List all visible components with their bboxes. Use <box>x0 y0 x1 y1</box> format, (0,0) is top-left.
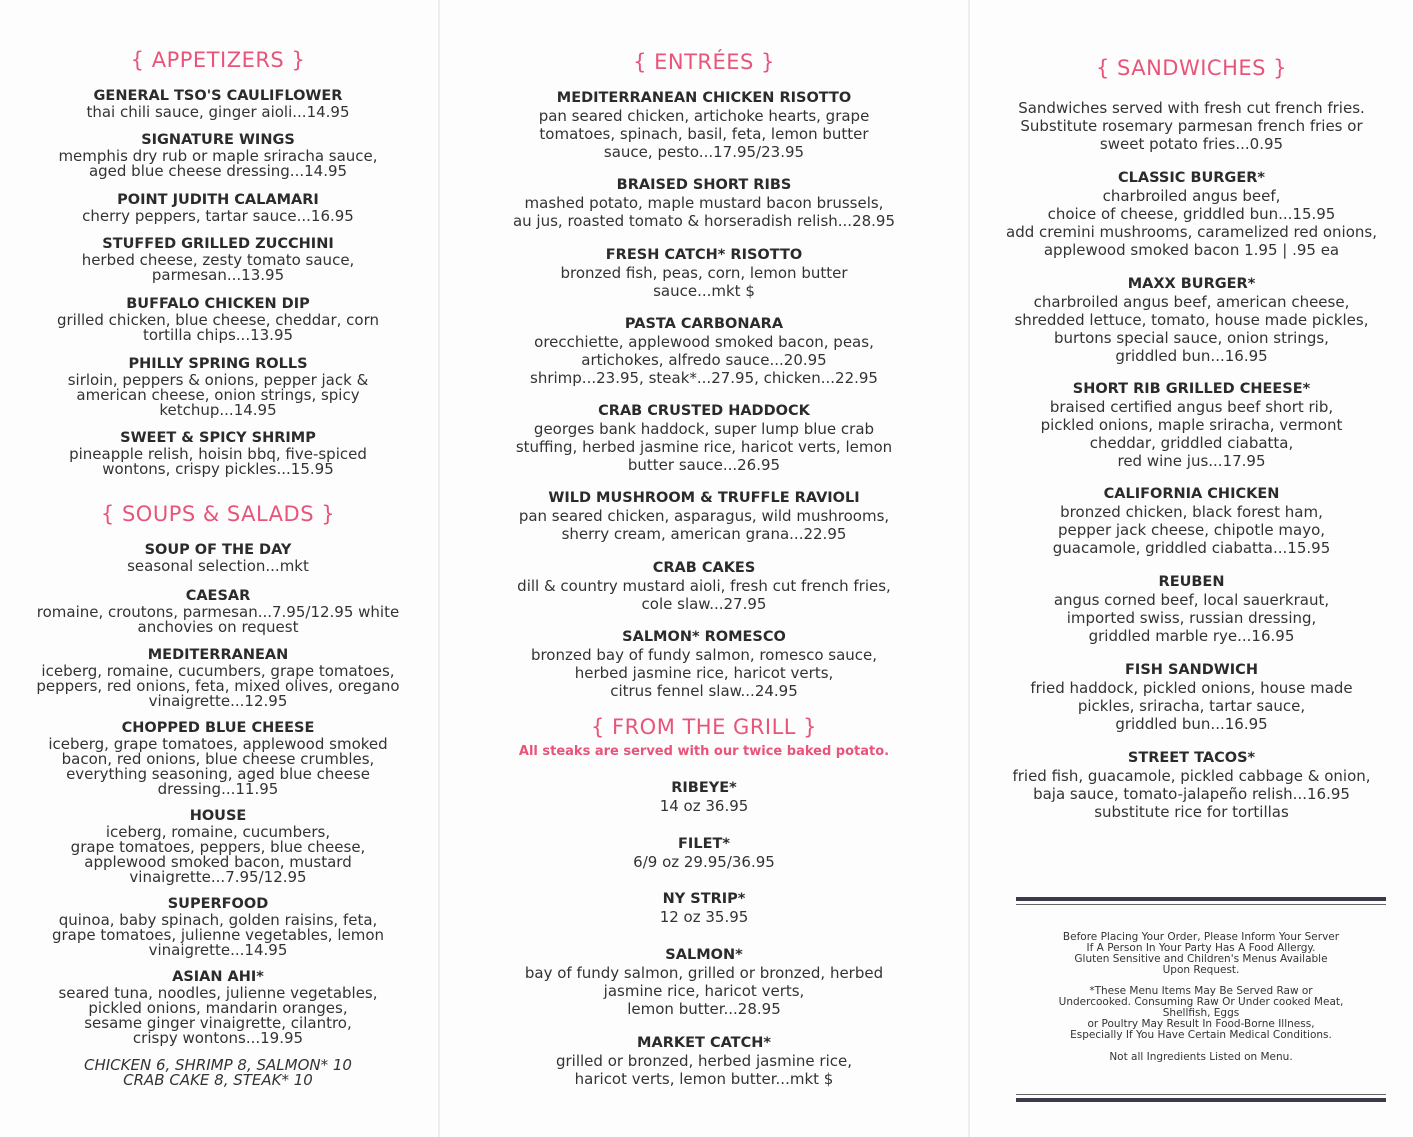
item-description: thai chili sauce, ginger aioli...14.95 <box>86 103 350 121</box>
notice-top-rule <box>1016 897 1386 905</box>
item-name: RIBEYE* <box>671 780 737 796</box>
entrees-heading: { ENTRÉES } <box>633 50 775 74</box>
item-description: bronzed chicken, black forest ham, pepper jack cheese, chipotle mayo, guacamole, griddled ciabatta...15.95 <box>1052 503 1331 557</box>
item-name: PASTA CARBONARA <box>624 316 784 332</box>
item-name: BRAISED SHORT RIBS <box>616 177 792 193</box>
item-name: SALMON* <box>665 947 743 963</box>
menu-item <box>0 430 436 477</box>
middle-panel <box>440 0 968 1137</box>
item-description: sirloin, peppers & onions, pepper jack & american cheese, onion strings, spicy ketchup...14.95 <box>67 371 369 419</box>
item-name: BUFFALO CHICKEN DIP <box>126 296 310 312</box>
menu-item <box>0 588 436 635</box>
item-name: POINT JUDITH CALAMARI <box>117 192 319 208</box>
item-description: iceberg, romaine, cucumbers, grape tomatoes, peppers, blue cheese, applewood smoked bacon, mustard vinaigrette...7.95/12.95 <box>70 823 366 886</box>
item-name: SHORT RIB GRILLED CHEESE* <box>1072 381 1311 397</box>
raw-food-notice: *These Menu Items May Be Served Raw or Undercooked. Consuming Raw Or Under cooked Meat, Shellfish, Eggs or Poultry May Result In Food-Borne Illness, Especially If You Have Certain Medical Conditions. <box>1058 985 1344 1041</box>
item-description: quinoa, baby spinach, golden raisins, feta, grape tomatoes, julienne vegetables, lemon vinaigrette...14.95 <box>51 911 385 959</box>
item-description: dill & country mustard aioli, fresh cut french fries, cole slaw...27.95 <box>517 577 891 613</box>
menu-item <box>440 316 968 387</box>
menu-item <box>970 750 1413 821</box>
item-description: pan seared chicken, asparagus, wild mushrooms, sherry cream, american grana...22.95 <box>518 507 890 543</box>
grill-note: All steaks are served with our twice baked potato. <box>518 744 890 759</box>
menu-item <box>440 891 968 926</box>
menu-item <box>440 403 968 474</box>
menu-item <box>440 947 968 1018</box>
menu-item <box>970 574 1413 645</box>
item-name: CHOPPED BLUE CHEESE <box>121 720 315 736</box>
item-description: iceberg, grape tomatoes, applewood smoked bacon, red onions, blue cheese crumbles, everything seasoning, aged blue cheese dressing...11.95 <box>48 735 388 798</box>
menu-item <box>0 236 436 283</box>
menu-item <box>440 629 968 700</box>
item-description: 14 oz 36.95 <box>659 797 749 815</box>
item-description: romaine, croutons, parmesan...7.95/12.95 white anchovies on request <box>36 603 400 636</box>
item-description: georges bank haddock, super lump blue crab stuffing, herbed jasmine rice, haricot verts, lemon butter sauce...26.95 <box>515 420 893 474</box>
ingredients-notice: Not all Ingredients Listed on Menu. <box>1109 1051 1293 1063</box>
menu-item <box>970 381 1413 470</box>
item-name: MEDITERRANEAN <box>147 647 289 663</box>
item-name: MEDITERRANEAN CHICKEN RISOTTO <box>556 90 852 106</box>
item-name: MARKET CATCH* <box>637 1035 771 1051</box>
sandwiches-heading: { SANDWICHES } <box>1095 56 1288 80</box>
menu-item <box>0 88 436 120</box>
salad-addons: CHICKEN 6, SHRIMP 8, SALMON* 10 CRAB CAKE 8, STEAK* 10 <box>84 1056 352 1089</box>
menu-item <box>0 808 436 885</box>
menu-item <box>440 490 968 543</box>
item-description: bronzed fish, peas, corn, lemon butter sauce...mkt $ <box>560 264 848 300</box>
menu-item <box>0 356 436 418</box>
grill-heading: { FROM THE GRILL } <box>590 715 818 739</box>
item-description: seared tuna, noodles, julienne vegetables, pickled onions, mandarin oranges, sesame ginger vinaigrette, cilantro, crispy wontons...19.95 <box>58 984 378 1047</box>
item-description: memphis dry rub or maple sriracha sauce, aged blue cheese dressing...14.95 <box>58 147 378 180</box>
item-description: bay of fundy salmon, grilled or bronzed, herbed jasmine rice, haricot verts, lemon butter...28.95 <box>524 964 884 1018</box>
item-name: WILD MUSHROOM & TRUFFLE RAVIOLI <box>548 490 860 506</box>
item-description: cherry peppers, tartar sauce...16.95 <box>82 207 354 225</box>
item-description: mashed potato, maple mustard bacon brussels, au jus, roasted tomato & horseradish relish...28.95 <box>512 194 896 230</box>
menu-item <box>970 486 1413 557</box>
item-description: orecchiette, applewood smoked bacon, peas, artichokes, alfredo sauce...20.95 shrimp...23.95, steak*...27.95, chicken...22.95 <box>530 333 878 387</box>
item-name: STREET TACOS* <box>1127 750 1256 766</box>
item-name: NY STRIP* <box>662 891 746 907</box>
item-name: SALMON* ROMESCO <box>622 629 786 645</box>
item-description: herbed cheese, zesty tomato sauce, parmesan...13.95 <box>81 251 355 284</box>
item-description: iceberg, romaine, cucumbers, grape tomatoes, peppers, red onions, feta, mixed olives, oregano vinaigrette...12.95 <box>36 662 400 710</box>
menu-item <box>0 896 436 958</box>
allergy-notice: Before Placing Your Order, Please Inform Your Server If A Person In Your Party Has A Food Allergy. Gluten Sensitive and Children's Menus Available Upon Request. <box>1062 931 1340 976</box>
item-description: 6/9 oz 29.95/36.95 <box>633 853 775 871</box>
menu-item <box>970 276 1413 365</box>
menu-item <box>440 836 968 871</box>
item-name: MAXX BURGER* <box>1127 276 1256 292</box>
item-name: CAESAR <box>185 588 251 604</box>
menu-item <box>440 560 968 613</box>
item-description: grilled chicken, blue cheese, cheddar, corn tortilla chips...13.95 <box>56 311 380 344</box>
menu-item <box>0 132 436 179</box>
item-description: fried fish, guacamole, pickled cabbage & onion, baja sauce, tomato-jalapeño relish...16.95 substitute rice for tortillas <box>1012 767 1371 821</box>
item-name: CLASSIC BURGER* <box>1118 170 1265 186</box>
appetizers-heading: { APPETIZERS } <box>130 48 306 72</box>
menu-item <box>0 969 436 1046</box>
item-name: REUBEN <box>1158 574 1225 590</box>
item-name: SUPERFOOD <box>167 896 269 912</box>
menu-item <box>440 177 968 230</box>
menu-item <box>970 662 1413 733</box>
menu-item <box>440 90 968 161</box>
menu-item <box>0 542 436 574</box>
soups-salads-heading: { SOUPS & SALADS } <box>100 502 336 526</box>
item-name: PHILLY SPRING ROLLS <box>128 356 308 372</box>
item-name: GENERAL TSO'S CAULIFLOWER <box>93 88 343 104</box>
item-name: ASIAN AHI* <box>172 969 264 985</box>
item-description: seasonal selection...mkt <box>127 557 309 575</box>
item-name: FISH SANDWICH <box>1125 662 1258 678</box>
item-name: STUFFED GRILLED ZUCCHINI <box>102 236 334 252</box>
menu-item <box>440 1035 968 1088</box>
menu-item <box>0 192 436 224</box>
item-description: pineapple relish, hoisin bbq, five-spiced wontons, crispy pickles...15.95 <box>69 445 367 478</box>
item-name: SWEET & SPICY SHRIMP <box>120 430 316 446</box>
item-description: braised certified angus beef short rib, pickled onions, maple sriracha, vermont cheddar, griddled ciabatta, red wine jus...17.95 <box>1040 398 1343 470</box>
sandwiches-intro: Sandwiches served with fresh cut french fries. Substitute rosemary parmesan french fries or sweet potato fries...0.95 <box>1018 99 1365 153</box>
left-panel <box>0 0 436 1137</box>
item-description: 12 oz 35.95 <box>659 908 749 926</box>
right-panel <box>970 0 1413 1137</box>
item-description: charbroiled angus beef, american cheese, shredded lettuce, tomato, house made pickles, burtons special sauce, onion strings, griddled bun...16.95 <box>1014 293 1369 365</box>
item-name: CRAB CRUSTED HADDOCK <box>598 403 810 419</box>
item-name: SIGNATURE WINGS <box>141 132 295 148</box>
item-name: HOUSE <box>189 808 247 824</box>
menu-item <box>0 296 436 343</box>
item-description: fried haddock, pickled onions, house made pickles, sriracha, tartar sauce, griddled bun...16.95 <box>1030 679 1353 733</box>
item-description: charbroiled angus beef, choice of cheese, griddled bun...15.95 add cremini mushrooms, caramelized red onions, applewood smoked bacon 1.95 | .95 ea <box>1006 187 1377 259</box>
item-name: FRESH CATCH* RISOTTO <box>605 247 803 263</box>
menu-item <box>0 647 436 709</box>
item-description: pan seared chicken, artichoke hearts, grape tomatoes, spinach, basil, feta, lemon butter sauce, pesto...17.95/23.95 <box>538 107 870 161</box>
item-name: FILET* <box>678 836 730 852</box>
menu-item <box>440 247 968 300</box>
menu-item <box>970 170 1413 259</box>
menu-item <box>440 780 968 815</box>
menu-item <box>0 720 436 797</box>
item-description: angus corned beef, local sauerkraut, imported swiss, russian dressing, griddled marble rye...16.95 <box>1053 591 1330 645</box>
item-description: grilled or bronzed, herbed jasmine rice, haricot verts, lemon butter...mkt $ <box>555 1052 852 1088</box>
notice-bottom-rule <box>1016 1094 1386 1102</box>
item-name: CALIFORNIA CHICKEN <box>1103 486 1280 502</box>
item-name: CRAB CAKES <box>652 560 756 576</box>
item-description: bronzed bay of fundy salmon, romesco sauce, herbed jasmine rice, haricot verts, citrus fennel slaw...24.95 <box>530 646 878 700</box>
item-name: SOUP OF THE DAY <box>144 542 292 558</box>
